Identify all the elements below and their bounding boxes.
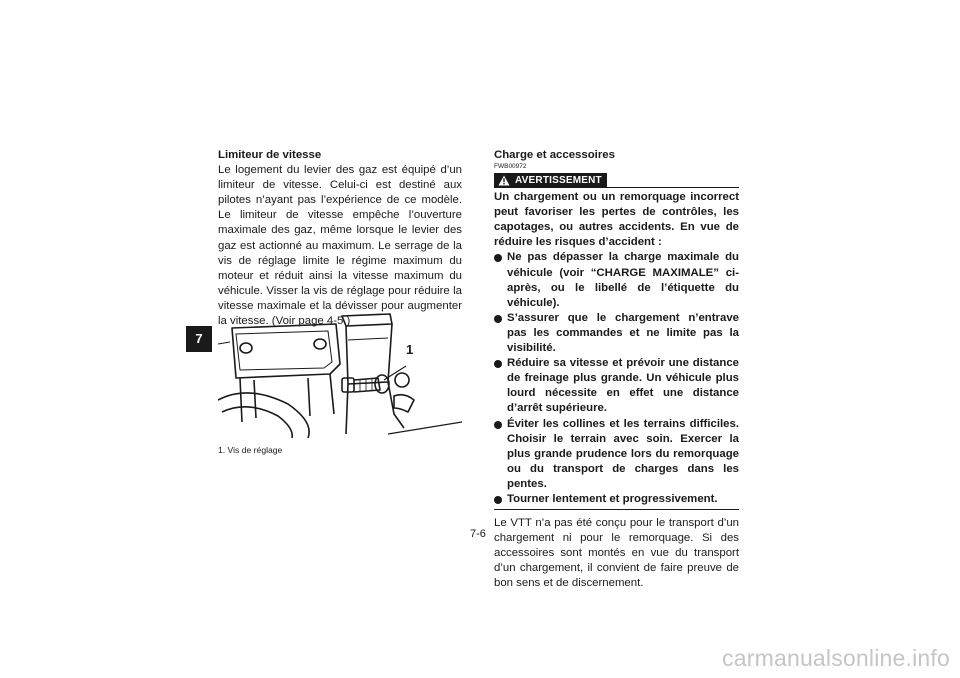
list-item: Éviter les collines et les terrains difficiles. Choisir le terrain avec soin. Exercer la plus grande prudence lors du remorquage ou du transport de charges dans les pentes.: [494, 417, 739, 492]
warning-label: AVERTISSEMENT: [515, 175, 602, 187]
list-item: Tourner lentement et progressivement.: [494, 492, 739, 507]
warning-badge: [494, 173, 607, 188]
throttle-housing-illustration: [218, 304, 462, 438]
right-column: [494, 148, 739, 592]
warning-text: Un chargement ou un remorquage incorrect peut favoriser les pertes de contrôles, les capotages, ou autres accidents. En vue de réduire les risques d’accident :: [494, 191, 739, 249]
list-item: Réduire sa vitesse et prévoir une distance de freinage plus grande. Un véhicule plus lourd nécessite en effet une distance d’arrêt supérieure.: [494, 356, 739, 416]
bullet-dot-icon: [494, 254, 502, 262]
warning-header: [494, 172, 739, 188]
list-item: Ne pas dépasser la charge maximale du véhicule (voir “CHARGE MAXIMALE” ci-après, ou le libellé de l’étiquette du véhicule).: [494, 250, 739, 310]
list-item: S’assurer que le chargement n’entrave pas les commandes et ne limite pas la visibilité.: [494, 311, 739, 356]
speed-limiter-heading: Limiteur de vitesse: [218, 149, 322, 161]
reference-code: FWB00972: [494, 163, 527, 171]
left-column: [218, 148, 462, 329]
warning-bullet-list: [494, 250, 739, 507]
load-accessories-heading: Charge et accessoires: [494, 149, 615, 161]
figure-caption: 1. Vis de réglage: [218, 445, 283, 455]
bullet-dot-icon: [494, 315, 502, 323]
bullet-dot-icon: [494, 421, 502, 429]
bullet-dot-icon: [494, 360, 502, 368]
adjusting-screw-figure: [218, 304, 462, 438]
page-number: 7-6: [470, 528, 486, 540]
chapter-tab: 7: [186, 326, 212, 352]
speed-limiter-paragraph: Le logement du levier des gaz est équipé d’un limiteur de vitesse. Celui-ci est destiné aux pilotes n’ayant pas l’expérience de ce modèle. Le limiteur de vitesse empêche l’ouverture maximale des gaz, même lorsque le levier des gaz est actionné au maximum. Le serrage de la vis de réglage limite le régime maximum du moteur et réduit ainsi la vitesse maximum du véhicule. Visser la vis de réglage pour réduire la vitesse maximale et la dévisser pour augmenter la vitesse. (Voir page 4-5.): [218, 164, 462, 328]
bullet-dot-icon: [494, 496, 502, 504]
warning-triangle-icon: [498, 175, 510, 186]
warning-end-rule: [494, 509, 739, 510]
load-paragraph: Le VTT n’a pas été conçu pour le transport d’un chargement ni pour le remorquage. Si des accessoires sont montés en vue du transport d’un chargement, il convient de faire preuve de bon sens et de discernement.: [494, 517, 739, 590]
watermark-link[interactable]: carmanualsonline.info: [722, 645, 950, 671]
warning-rule: [607, 173, 739, 188]
figure-callout-1: 1: [406, 342, 414, 357]
